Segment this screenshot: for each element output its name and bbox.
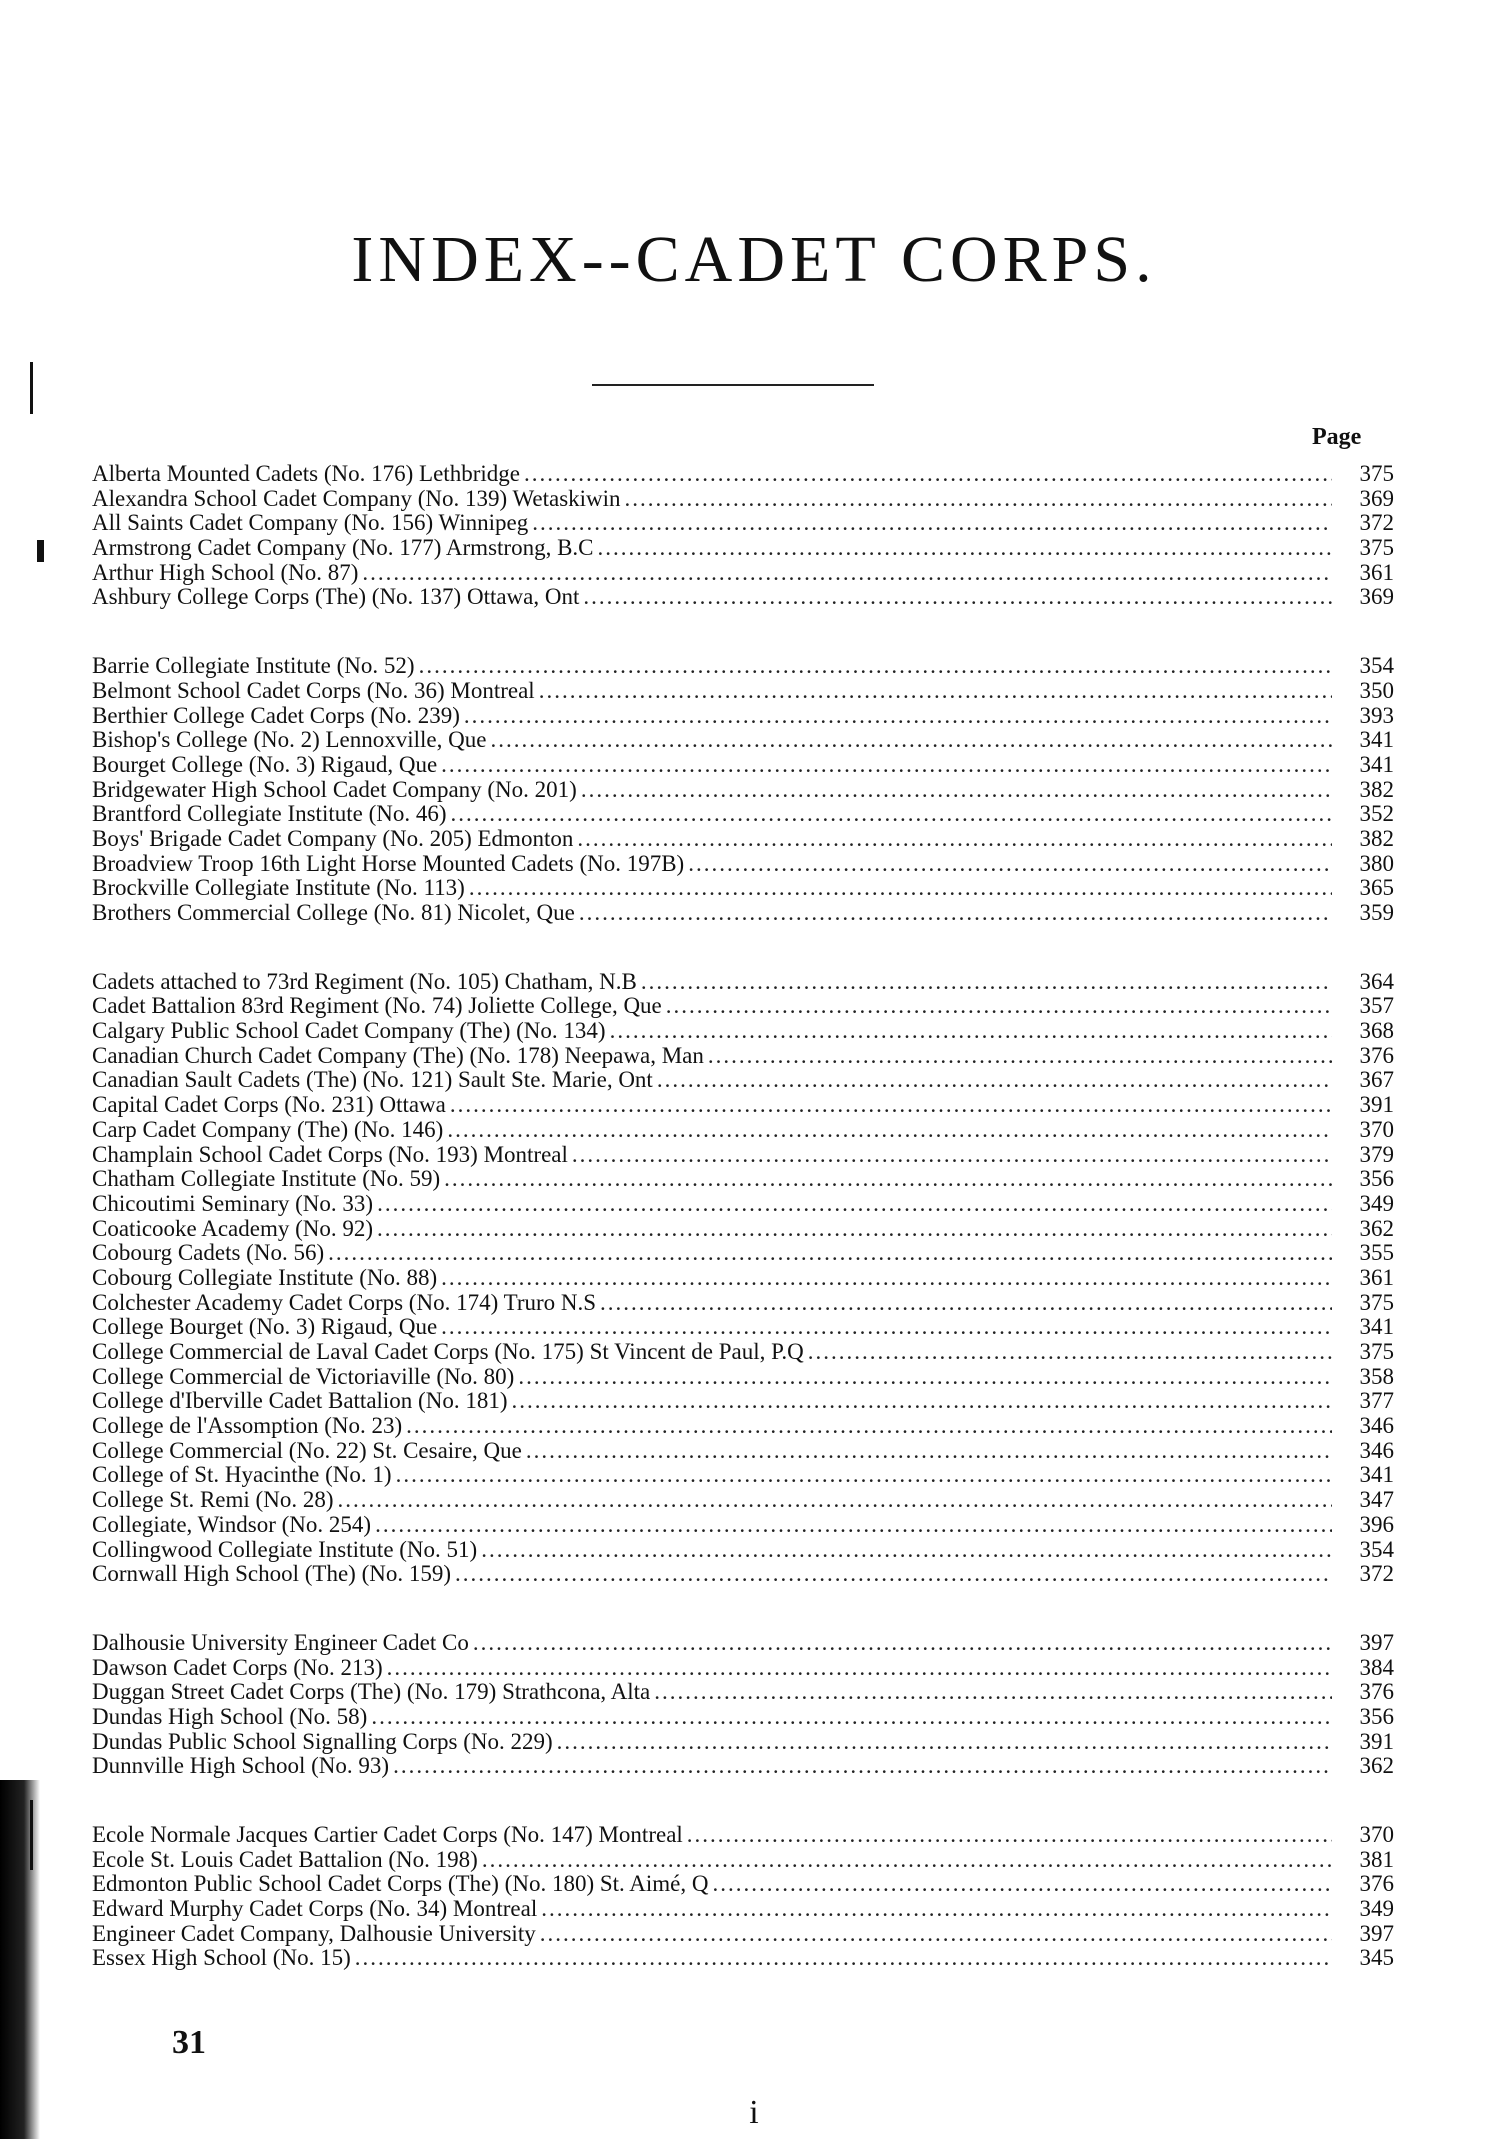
dot-leader <box>441 1266 1332 1291</box>
dot-leader <box>657 1068 1332 1093</box>
index-entry <box>92 970 1394 995</box>
dot-leader <box>377 1192 1332 1217</box>
index-entry <box>92 1872 1394 1897</box>
index-entry <box>92 1365 1394 1390</box>
dot-leader <box>473 1631 1332 1656</box>
entry-page-number: 391 <box>1359 1092 1394 1118</box>
entry-name: All Saints Cadet Company (No. 156) Winnipeg <box>92 510 529 536</box>
dot-leader <box>362 561 1332 586</box>
index-entry <box>92 1562 1394 1587</box>
entry-name: Brantford Collegiate Institute (No. 46) <box>92 801 447 827</box>
entry-name: Engineer Cadet Company, Dalhousie University <box>92 1920 536 1946</box>
entry-name: Ecole St. Louis Cadet Battalion (No. 198) <box>92 1846 478 1872</box>
dot-leader <box>393 1754 1332 1779</box>
entry-name: Brockville Collegiate Institute (No. 113) <box>92 875 465 901</box>
dot-leader <box>490 728 1332 753</box>
entry-name: Dundas High School (No. 58) <box>92 1703 368 1729</box>
margin-mark <box>37 540 44 562</box>
dot-leader <box>406 1414 1332 1439</box>
dot-leader <box>441 1315 1332 1340</box>
entry-name: Essex High School (No. 15) <box>92 1945 351 1971</box>
index-entry <box>92 1266 1394 1291</box>
dot-leader <box>539 679 1332 704</box>
entry-name: Carp Cadet Company (The) (No. 146) <box>92 1116 444 1142</box>
index-entry <box>92 1705 1394 1730</box>
entry-page-number: 346 <box>1359 1437 1394 1463</box>
index-entry <box>92 1946 1394 1971</box>
margin-mark <box>30 362 33 414</box>
entry-page-number: 377 <box>1359 1388 1394 1414</box>
entry-name: Collingwood Collegiate Institute (No. 51) <box>92 1536 478 1562</box>
entry-name: Cadet Battalion 83rd Regiment (No. 74) Joliette College, Que <box>92 993 662 1019</box>
dot-leader <box>572 1143 1332 1168</box>
entry-page-number: 382 <box>1359 825 1394 851</box>
index-entry <box>92 679 1394 704</box>
entry-name: Armstrong Cadet Company (No. 177) Armstrong, B.C <box>92 535 594 561</box>
dot-leader <box>355 1946 1332 1971</box>
title-rule <box>592 384 874 386</box>
entry-page-number: 375 <box>1359 1339 1394 1364</box>
index-entry <box>92 1414 1394 1439</box>
entry-name: Chicoutimi Seminary (No. 33) <box>92 1190 374 1216</box>
binding-shadow <box>0 1780 40 2139</box>
entry-name: Edward Murphy Cadet Corps (No. 34) Montreal <box>92 1896 538 1922</box>
index-group <box>92 654 1394 926</box>
entry-name: Bridgewater High School Cadet Company (No. 201) <box>92 776 577 802</box>
entry-page-number: 375 <box>1359 535 1394 561</box>
dot-leader <box>444 1167 1332 1192</box>
index-entry <box>92 1488 1394 1513</box>
entry-page-number: 341 <box>1359 1462 1394 1488</box>
entry-name: Belmont School Cadet Corps (No. 36) Montreal <box>92 677 535 703</box>
dot-leader <box>540 1922 1332 1947</box>
dot-leader <box>577 827 1332 852</box>
dot-leader <box>654 1680 1332 1705</box>
entry-name: Dunnville High School (No. 93) <box>92 1753 390 1779</box>
entry-page-number: 362 <box>1359 1215 1394 1241</box>
entry-name: College Commercial de Victoriaville (No. 80) <box>92 1363 515 1389</box>
index-entry <box>92 1315 1394 1340</box>
entry-name: Canadian Sault Cadets (The) (No. 121) Sault Ste. Marie, Ont <box>92 1067 653 1093</box>
index-entry <box>92 536 1394 561</box>
index-entry <box>92 753 1394 778</box>
entry-page-number: 350 <box>1359 677 1394 703</box>
entry-page-number: 397 <box>1359 1920 1394 1946</box>
index-entry <box>92 1848 1394 1873</box>
entry-page-number: 367 <box>1359 1067 1394 1093</box>
index-entry <box>92 1439 1394 1464</box>
entry-page-number: 358 <box>1359 1363 1394 1389</box>
dot-leader <box>687 1823 1332 1848</box>
index-entry <box>92 1389 1394 1414</box>
entry-name: Boys' Brigade Cadet Company (No. 205) Edmonton <box>92 825 574 851</box>
entry-name: Duggan Street Cadet Corps (The) (No. 179) Strathcona, Alta <box>92 1679 651 1705</box>
index-entry <box>92 1680 1394 1705</box>
index-entry <box>92 511 1394 536</box>
entry-page-number: 356 <box>1359 1703 1394 1729</box>
index-entry <box>92 1068 1394 1093</box>
index-entry <box>92 654 1394 679</box>
dot-leader <box>511 1389 1332 1414</box>
entry-name: Champlain School Cadet Corps (No. 193) Montreal <box>92 1141 568 1167</box>
dot-leader <box>396 1463 1332 1488</box>
entry-page-number: 370 <box>1359 1822 1394 1847</box>
index-entry <box>92 1291 1394 1316</box>
index-entry <box>92 1044 1394 1069</box>
dot-leader <box>666 994 1332 1019</box>
entry-page-number: 382 <box>1359 776 1394 802</box>
index-group <box>92 1823 1394 1971</box>
page-title: INDEX--CADET CORPS. <box>351 223 1157 296</box>
index-entry <box>92 1730 1394 1755</box>
entry-name: Dalhousie University Engineer Cadet Co <box>92 1629 469 1655</box>
index-entry <box>92 852 1394 877</box>
dot-leader <box>600 1291 1332 1316</box>
entry-name: College Commercial de Laval Cadet Corps (No. 175) St Vincent de Paul, P.Q <box>92 1339 804 1364</box>
dot-leader <box>387 1656 1332 1681</box>
entry-name: Cadets attached to 73rd Regiment (No. 105) Chatham, N.B <box>92 968 637 994</box>
index-entry <box>92 1019 1394 1044</box>
index-entry <box>92 1538 1394 1563</box>
index-entry <box>92 1656 1394 1681</box>
dot-leader <box>641 970 1332 995</box>
index-entry <box>92 1631 1394 1656</box>
index-entry <box>92 728 1394 753</box>
dot-leader <box>625 487 1332 512</box>
entry-name: Edmonton Public School Cadet Corps (The) (No. 180) St. Aimé, Q <box>92 1871 709 1897</box>
dot-leader <box>808 1340 1332 1365</box>
entry-name: Capital Cadet Corps (No. 231) Ottawa <box>92 1092 446 1118</box>
dot-leader <box>451 802 1332 827</box>
dot-leader <box>581 778 1332 803</box>
entry-page-number: 379 <box>1359 1141 1394 1167</box>
index-entry <box>92 901 1394 926</box>
entry-name: Coaticooke Academy (No. 92) <box>92 1215 374 1241</box>
dot-leader <box>532 511 1332 536</box>
index-entry <box>92 1093 1394 1118</box>
entry-name: College Bourget (No. 3) Rigaud, Que <box>92 1314 438 1340</box>
entry-name: Barrie Collegiate Institute (No. 52) <box>92 653 415 679</box>
index-entry <box>92 1922 1394 1947</box>
index-entry <box>92 1143 1394 1168</box>
dot-leader <box>579 901 1332 926</box>
index-entry <box>92 1823 1394 1848</box>
index-entry <box>92 1241 1394 1266</box>
dot-leader <box>482 1848 1332 1873</box>
index-entry <box>92 1167 1394 1192</box>
entry-name: Chatham Collegiate Institute (No. 59) <box>92 1166 441 1192</box>
entry-page-number: 376 <box>1359 1871 1394 1897</box>
index-entry <box>92 1118 1394 1143</box>
index-entry <box>92 994 1394 1019</box>
index-entry <box>92 1463 1394 1488</box>
entry-name: Cornwall High School (The) (No. 159) <box>92 1561 451 1587</box>
index-entry <box>92 802 1394 827</box>
entry-name: College St. Remi (No. 28) <box>92 1487 334 1513</box>
index-entry <box>92 1217 1394 1242</box>
entry-name: Broadview Troop 16th Light Horse Mounted Cadets (No. 197B) <box>92 850 685 876</box>
entry-page-number: 361 <box>1359 1264 1394 1290</box>
entry-page-number: 372 <box>1359 1561 1394 1587</box>
margin-mark <box>30 1800 33 1870</box>
index-entry <box>92 1754 1394 1779</box>
entry-name: Alberta Mounted Cadets (No. 176) Lethbridge <box>92 461 520 486</box>
dot-leader <box>541 1897 1332 1922</box>
folio-number: 31 <box>172 2024 206 2061</box>
entry-page-number: 355 <box>1359 1240 1394 1266</box>
dot-leader <box>583 585 1332 610</box>
entry-name: Colchester Academy Cadet Corps (No. 174) Truro N.S <box>92 1289 597 1315</box>
dot-leader <box>455 1562 1332 1587</box>
index-entry <box>92 561 1394 586</box>
entry-name: College de l'Assomption (No. 23) <box>92 1413 403 1439</box>
dot-leader <box>375 1513 1332 1538</box>
entry-page-number: 369 <box>1359 485 1394 511</box>
entry-page-number: 376 <box>1359 1679 1394 1705</box>
index-entry <box>92 487 1394 512</box>
page-column-heading: Page <box>1312 424 1362 450</box>
index-entry <box>92 1897 1394 1922</box>
index-entry <box>92 876 1394 901</box>
entry-page-number: 361 <box>1359 559 1394 585</box>
entry-name: Berthier College Cadet Corps (No. 239) <box>92 702 460 728</box>
entry-page-number: 381 <box>1359 1846 1394 1872</box>
dot-leader <box>610 1019 1332 1044</box>
entry-page-number: 380 <box>1359 850 1394 876</box>
entry-page-number: 397 <box>1359 1629 1394 1655</box>
index-entry <box>92 827 1394 852</box>
entry-page-number: 357 <box>1359 993 1394 1019</box>
dot-leader <box>481 1538 1332 1563</box>
entry-page-number: 365 <box>1359 875 1394 901</box>
entry-name: Calgary Public School Cadet Company (The) (No. 134) <box>92 1018 606 1044</box>
entry-name: Cobourg Collegiate Institute (No. 88) <box>92 1264 438 1290</box>
dot-leader <box>526 1439 1332 1464</box>
dot-leader <box>712 1872 1332 1897</box>
dot-leader <box>450 1093 1332 1118</box>
index-group <box>92 462 1394 610</box>
index-list <box>92 462 1394 2015</box>
dot-leader <box>441 753 1332 778</box>
entry-page-number: 354 <box>1359 1536 1394 1562</box>
dot-leader <box>371 1705 1332 1730</box>
dot-leader <box>688 852 1332 877</box>
dot-leader <box>518 1365 1332 1390</box>
entry-page-number: 362 <box>1359 1753 1394 1779</box>
entry-name: Ecole Normale Jacques Cartier Cadet Corps (No. 147) Montreal <box>92 1822 683 1847</box>
index-entry <box>92 1192 1394 1217</box>
entry-name: Brothers Commercial College (No. 81) Nicolet, Que <box>92 900 575 925</box>
dot-leader <box>447 1118 1332 1143</box>
dot-leader <box>708 1044 1332 1069</box>
entry-page-number: 370 <box>1359 1116 1394 1142</box>
entry-page-number: 376 <box>1359 1042 1394 1068</box>
index-entry <box>92 462 1394 487</box>
dot-leader <box>598 536 1333 561</box>
entry-name: Dawson Cadet Corps (No. 213) <box>92 1654 383 1680</box>
index-entry <box>92 1340 1394 1365</box>
entry-page-number: 375 <box>1359 461 1394 486</box>
entry-page-number: 369 <box>1359 584 1394 610</box>
dot-leader <box>337 1488 1332 1513</box>
entry-page-number: 359 <box>1359 900 1394 925</box>
index-entry <box>92 1513 1394 1538</box>
entry-page-number: 396 <box>1359 1511 1394 1537</box>
entry-page-number: 341 <box>1359 1314 1394 1340</box>
dot-leader <box>419 654 1332 679</box>
entry-page-number: 349 <box>1359 1190 1394 1216</box>
index-entry <box>92 778 1394 803</box>
entry-page-number: 341 <box>1359 727 1394 753</box>
dot-leader <box>469 876 1332 901</box>
entry-page-number: 384 <box>1359 1654 1394 1680</box>
dot-leader <box>464 704 1332 729</box>
dot-leader <box>328 1241 1332 1266</box>
dot-leader <box>524 462 1332 487</box>
entry-name: Ashbury College Corps (The) (No. 137) Ottawa, Ont <box>92 584 580 610</box>
entry-name: Bourget College (No. 3) Rigaud, Que <box>92 751 438 777</box>
entry-page-number: 341 <box>1359 751 1394 777</box>
entry-page-number: 346 <box>1359 1413 1394 1439</box>
entry-page-number: 349 <box>1359 1896 1394 1922</box>
entry-page-number: 393 <box>1359 702 1394 728</box>
entry-page-number: 372 <box>1359 510 1394 536</box>
dot-leader <box>377 1217 1332 1242</box>
entry-name: Collegiate, Windsor (No. 254) <box>92 1511 372 1537</box>
entry-name: College Commercial (No. 22) St. Cesaire, Que <box>92 1437 522 1463</box>
entry-page-number: 375 <box>1359 1289 1394 1315</box>
entry-name: College of St. Hyacinthe (No. 1) <box>92 1462 392 1488</box>
entry-name: Alexandra School Cadet Company (No. 139) Wetaskiwin <box>92 485 621 511</box>
entry-name: Cobourg Cadets (No. 56) <box>92 1240 325 1266</box>
entry-page-number: 345 <box>1359 1945 1394 1971</box>
entry-name: Arthur High School (No. 87) <box>92 559 359 585</box>
entry-page-number: 354 <box>1359 653 1394 679</box>
entry-name: Dundas Public School Signalling Corps (No. 229) <box>92 1728 553 1754</box>
dot-leader <box>557 1730 1332 1755</box>
index-entry <box>92 585 1394 610</box>
entry-page-number: 352 <box>1359 801 1394 827</box>
entry-page-number: 347 <box>1359 1487 1394 1513</box>
index-entry <box>92 704 1394 729</box>
entry-page-number: 391 <box>1359 1728 1394 1754</box>
entry-page-number: 356 <box>1359 1166 1394 1192</box>
index-group <box>92 1631 1394 1779</box>
entry-name: College d'Iberville Cadet Battalion (No. 181) <box>92 1388 508 1414</box>
entry-page-number: 364 <box>1359 968 1394 994</box>
index-group <box>92 970 1394 1587</box>
page-folio: i <box>749 2094 759 2131</box>
entry-name: Bishop's College (No. 2) Lennoxville, Que <box>92 727 487 753</box>
entry-page-number: 368 <box>1359 1018 1394 1044</box>
entry-name: Canadian Church Cadet Company (The) (No. 178) Neepawa, Man <box>92 1042 704 1068</box>
